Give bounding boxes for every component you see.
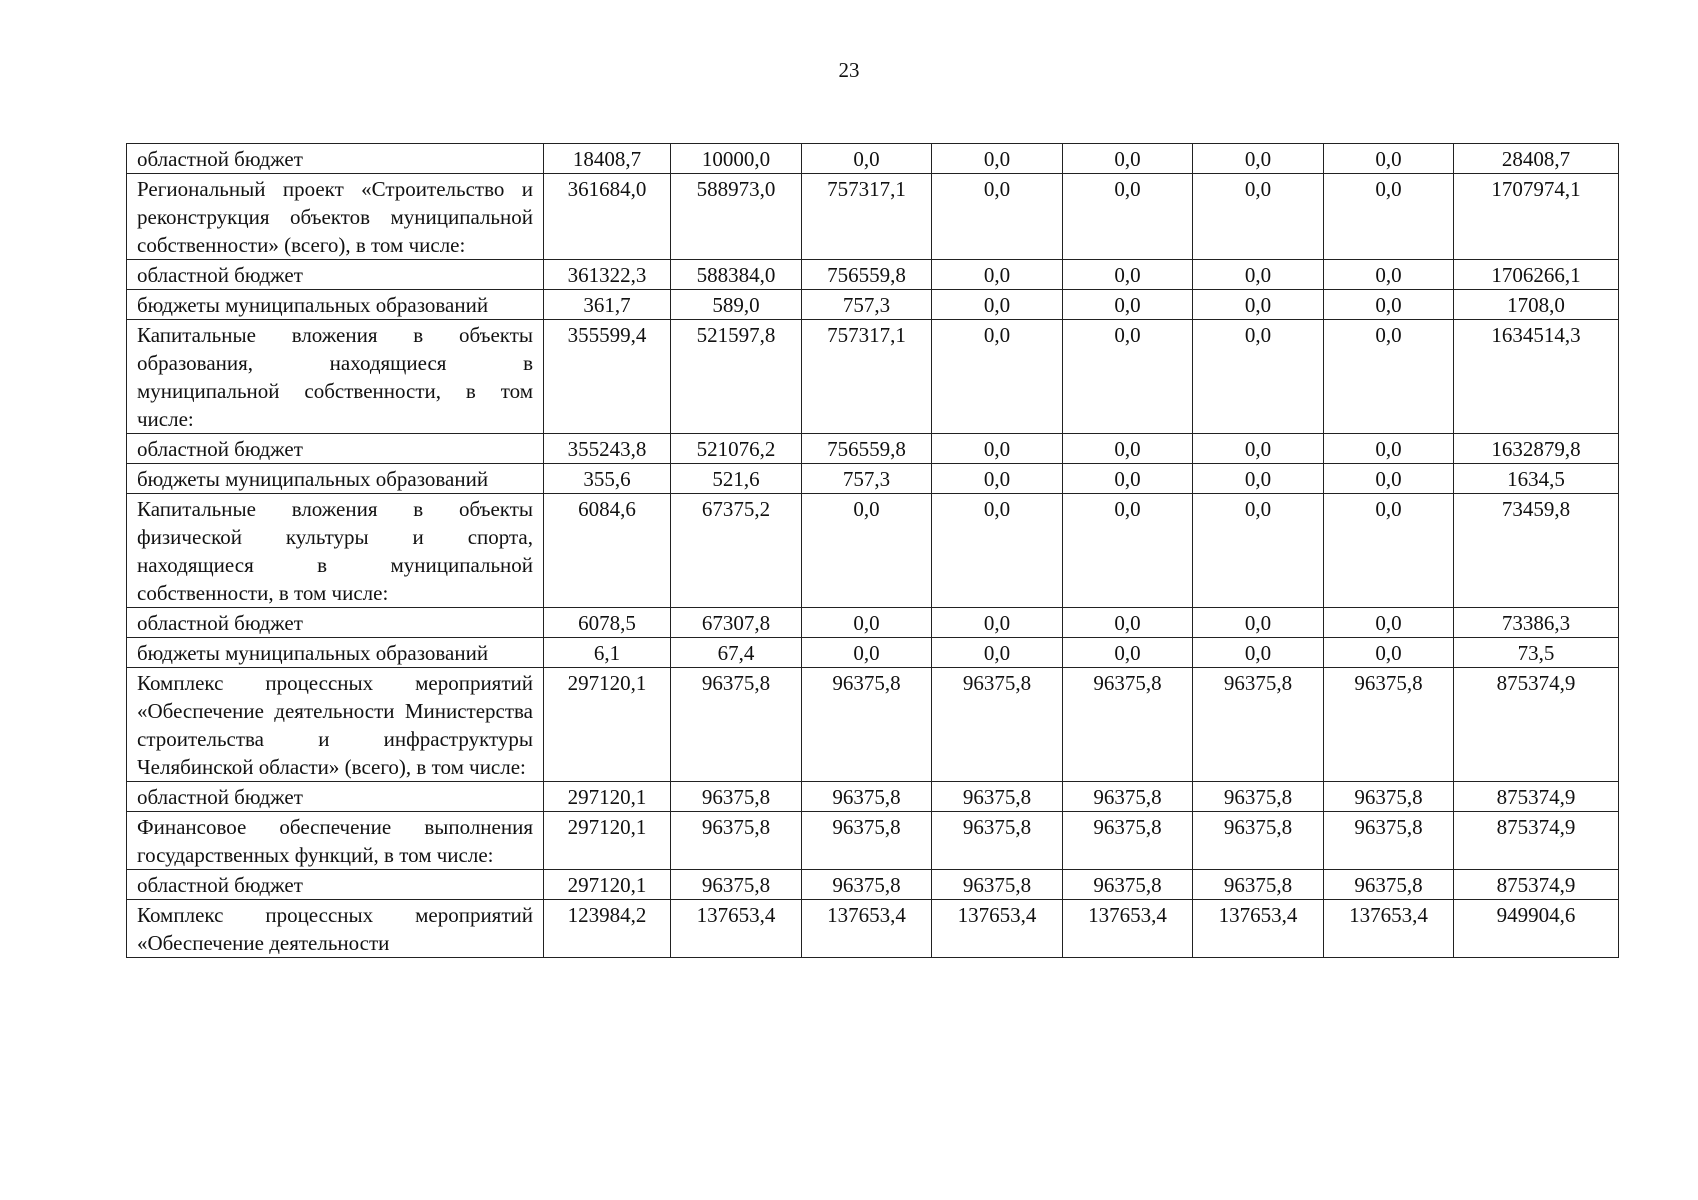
value-cell: 588973,0 <box>671 174 802 260</box>
value-cell: 123984,2 <box>544 900 671 958</box>
table-row <box>127 144 1619 174</box>
table-row <box>127 638 1619 668</box>
table-row <box>127 174 1619 260</box>
value-cell: 757317,1 <box>802 174 932 260</box>
total-cell: 1708,0 <box>1454 290 1619 320</box>
row-label: Капитальные вложения в объекты образования, находящиеся в муниципальной собственности, в том числе: <box>127 320 544 434</box>
row-label: областной бюджет <box>127 260 544 290</box>
value-cell: 0,0 <box>802 608 932 638</box>
row-label: областной бюджет <box>127 434 544 464</box>
value-cell: 521597,8 <box>671 320 802 434</box>
total-cell: 949904,6 <box>1454 900 1619 958</box>
total-cell: 1634514,3 <box>1454 320 1619 434</box>
value-cell: 757317,1 <box>802 320 932 434</box>
table-row <box>127 608 1619 638</box>
value-cell: 96375,8 <box>802 812 932 870</box>
value-cell: 0,0 <box>1193 608 1324 638</box>
table-row <box>127 900 1619 958</box>
total-cell: 1632879,8 <box>1454 434 1619 464</box>
value-cell: 0,0 <box>932 144 1063 174</box>
value-cell: 0,0 <box>1063 638 1193 668</box>
table-row <box>127 494 1619 608</box>
value-cell: 0,0 <box>932 464 1063 494</box>
total-cell: 875374,9 <box>1454 870 1619 900</box>
value-cell: 96375,8 <box>1324 812 1454 870</box>
value-cell: 10000,0 <box>671 144 802 174</box>
value-cell: 0,0 <box>1193 144 1324 174</box>
value-cell: 96375,8 <box>1324 782 1454 812</box>
row-label: Финансовое обеспечение выполнения государственных функций, в том числе: <box>127 812 544 870</box>
table-row <box>127 434 1619 464</box>
value-cell: 0,0 <box>932 320 1063 434</box>
value-cell: 0,0 <box>932 260 1063 290</box>
value-cell: 0,0 <box>1063 320 1193 434</box>
value-cell: 0,0 <box>1324 290 1454 320</box>
row-label: областной бюджет <box>127 782 544 812</box>
row-label: областной бюджет <box>127 608 544 638</box>
value-cell: 96375,8 <box>671 812 802 870</box>
value-cell: 0,0 <box>1324 434 1454 464</box>
value-cell: 96375,8 <box>1193 668 1324 782</box>
value-cell: 355599,4 <box>544 320 671 434</box>
value-cell: 0,0 <box>802 638 932 668</box>
table-row <box>127 320 1619 434</box>
value-cell: 96375,8 <box>932 782 1063 812</box>
value-cell: 0,0 <box>1324 608 1454 638</box>
value-cell: 137653,4 <box>671 900 802 958</box>
value-cell: 361322,3 <box>544 260 671 290</box>
table-row <box>127 812 1619 870</box>
value-cell: 0,0 <box>932 434 1063 464</box>
table-row <box>127 290 1619 320</box>
value-cell: 355243,8 <box>544 434 671 464</box>
table-row <box>127 870 1619 900</box>
value-cell: 18408,7 <box>544 144 671 174</box>
value-cell: 67307,8 <box>671 608 802 638</box>
row-label: Региональный проект «Строительство и реконструкция объектов муниципальной собственности» (всего), в том числе: <box>127 174 544 260</box>
value-cell: 6,1 <box>544 638 671 668</box>
table-row <box>127 782 1619 812</box>
table-body <box>127 144 1619 958</box>
value-cell: 0,0 <box>932 494 1063 608</box>
value-cell: 0,0 <box>932 290 1063 320</box>
total-cell: 1707974,1 <box>1454 174 1619 260</box>
row-label: Комплекс процессных мероприятий «Обеспечение деятельности Министерства строительства и инфраструктуры Челябинской области» (всего), в том числе: <box>127 668 544 782</box>
value-cell: 0,0 <box>1324 494 1454 608</box>
value-cell: 521076,2 <box>671 434 802 464</box>
value-cell: 0,0 <box>1063 290 1193 320</box>
value-cell: 0,0 <box>1063 144 1193 174</box>
value-cell: 96375,8 <box>671 782 802 812</box>
value-cell: 96375,8 <box>932 812 1063 870</box>
value-cell: 0,0 <box>1324 144 1454 174</box>
value-cell: 67,4 <box>671 638 802 668</box>
table-row <box>127 464 1619 494</box>
value-cell: 0,0 <box>802 494 932 608</box>
value-cell: 588384,0 <box>671 260 802 290</box>
total-cell: 875374,9 <box>1454 812 1619 870</box>
value-cell: 0,0 <box>1193 434 1324 464</box>
value-cell: 297120,1 <box>544 870 671 900</box>
value-cell: 0,0 <box>932 638 1063 668</box>
value-cell: 96375,8 <box>932 870 1063 900</box>
row-label: бюджеты муниципальных образований <box>127 290 544 320</box>
value-cell: 96375,8 <box>1193 812 1324 870</box>
value-cell: 0,0 <box>1193 260 1324 290</box>
value-cell: 6078,5 <box>544 608 671 638</box>
value-cell: 0,0 <box>1324 638 1454 668</box>
total-cell: 73386,3 <box>1454 608 1619 638</box>
value-cell: 6084,6 <box>544 494 671 608</box>
value-cell: 0,0 <box>1193 320 1324 434</box>
total-cell: 28408,7 <box>1454 144 1619 174</box>
value-cell: 297120,1 <box>544 668 671 782</box>
row-label: областной бюджет <box>127 144 544 174</box>
value-cell: 0,0 <box>1193 290 1324 320</box>
value-cell: 96375,8 <box>1324 870 1454 900</box>
value-cell: 0,0 <box>802 144 932 174</box>
value-cell: 297120,1 <box>544 782 671 812</box>
value-cell: 96375,8 <box>671 668 802 782</box>
value-cell: 96375,8 <box>802 782 932 812</box>
value-cell: 355,6 <box>544 464 671 494</box>
value-cell: 0,0 <box>1063 464 1193 494</box>
value-cell: 0,0 <box>1063 434 1193 464</box>
total-cell: 875374,9 <box>1454 782 1619 812</box>
value-cell: 757,3 <box>802 290 932 320</box>
value-cell: 0,0 <box>1193 494 1324 608</box>
row-label: Комплекс процессных мероприятий «Обеспечение деятельности <box>127 900 544 958</box>
value-cell: 0,0 <box>1193 638 1324 668</box>
budget-table <box>126 143 1619 958</box>
value-cell: 96375,8 <box>802 870 932 900</box>
value-cell: 96375,8 <box>671 870 802 900</box>
value-cell: 0,0 <box>1063 494 1193 608</box>
total-cell: 73459,8 <box>1454 494 1619 608</box>
value-cell: 757,3 <box>802 464 932 494</box>
value-cell: 589,0 <box>671 290 802 320</box>
value-cell: 0,0 <box>1324 320 1454 434</box>
value-cell: 756559,8 <box>802 260 932 290</box>
value-cell: 521,6 <box>671 464 802 494</box>
value-cell: 137653,4 <box>1063 900 1193 958</box>
value-cell: 96375,8 <box>802 668 932 782</box>
value-cell: 297120,1 <box>544 812 671 870</box>
value-cell: 137653,4 <box>1193 900 1324 958</box>
total-cell: 73,5 <box>1454 638 1619 668</box>
value-cell: 96375,8 <box>932 668 1063 782</box>
table-row <box>127 260 1619 290</box>
value-cell: 0,0 <box>1063 174 1193 260</box>
value-cell: 137653,4 <box>802 900 932 958</box>
value-cell: 0,0 <box>1193 174 1324 260</box>
value-cell: 0,0 <box>1063 608 1193 638</box>
value-cell: 0,0 <box>1193 464 1324 494</box>
value-cell: 0,0 <box>1063 260 1193 290</box>
row-label: бюджеты муниципальных образований <box>127 464 544 494</box>
value-cell: 0,0 <box>1324 260 1454 290</box>
value-cell: 0,0 <box>932 174 1063 260</box>
value-cell: 96375,8 <box>1063 782 1193 812</box>
row-label: бюджеты муниципальных образований <box>127 638 544 668</box>
total-cell: 1634,5 <box>1454 464 1619 494</box>
table-row <box>127 668 1619 782</box>
value-cell: 96375,8 <box>1063 668 1193 782</box>
value-cell: 96375,8 <box>1063 870 1193 900</box>
value-cell: 96375,8 <box>1193 870 1324 900</box>
value-cell: 96375,8 <box>1193 782 1324 812</box>
value-cell: 67375,2 <box>671 494 802 608</box>
row-label: областной бюджет <box>127 870 544 900</box>
page-number: 23 <box>838 58 860 82</box>
value-cell: 361684,0 <box>544 174 671 260</box>
value-cell: 96375,8 <box>1063 812 1193 870</box>
total-cell: 1706266,1 <box>1454 260 1619 290</box>
total-cell: 875374,9 <box>1454 668 1619 782</box>
value-cell: 137653,4 <box>932 900 1063 958</box>
row-label: Капитальные вложения в объекты физической культуры и спорта, находящиеся в муниципальной собственности, в том числе: <box>127 494 544 608</box>
value-cell: 0,0 <box>932 608 1063 638</box>
value-cell: 96375,8 <box>1324 668 1454 782</box>
value-cell: 0,0 <box>1324 464 1454 494</box>
value-cell: 137653,4 <box>1324 900 1454 958</box>
value-cell: 0,0 <box>1324 174 1454 260</box>
value-cell: 361,7 <box>544 290 671 320</box>
value-cell: 756559,8 <box>802 434 932 464</box>
